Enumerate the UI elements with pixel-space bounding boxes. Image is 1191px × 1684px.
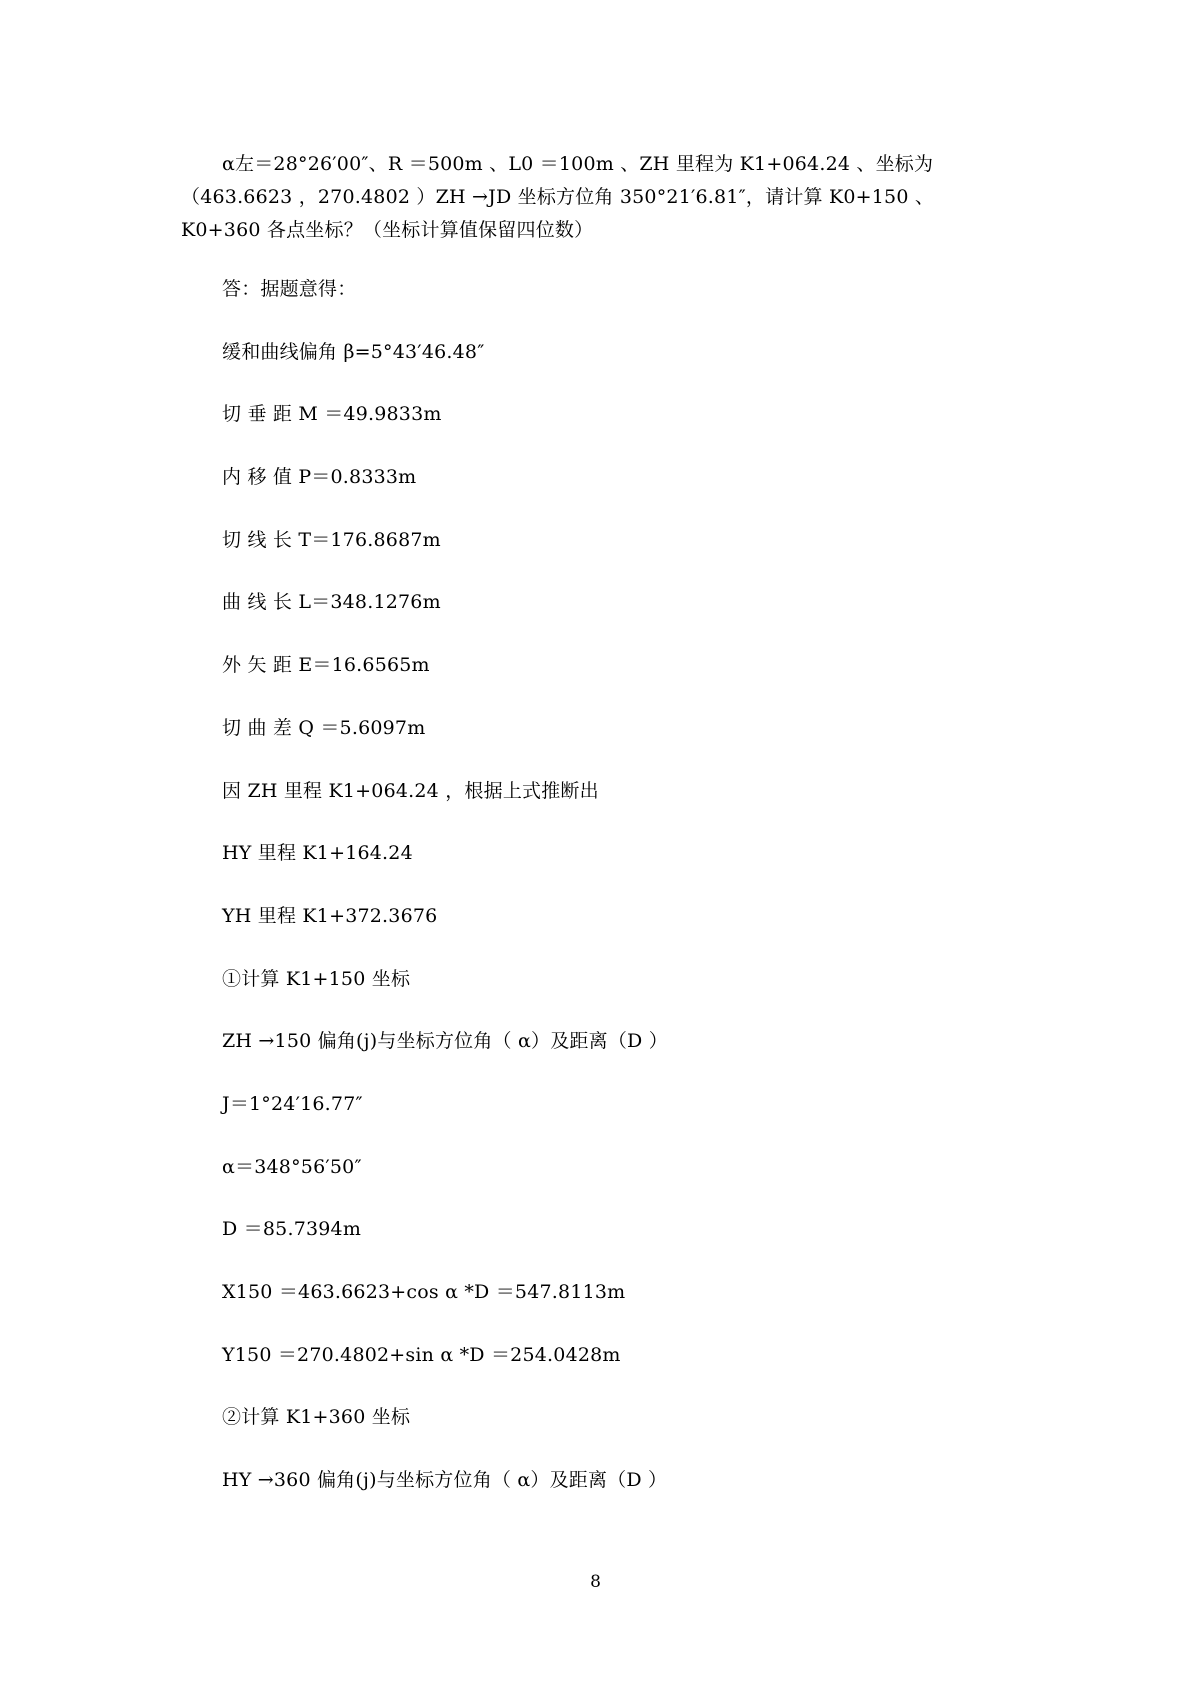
shift-value-p: 内 移 值 P＝0.8333m [222,466,417,489]
distance-d: D ＝85.7394m [222,1218,362,1241]
hy-360-description: HY →360 偏角(j)与坐标方位角（ α）及距离（D ） [222,1469,668,1492]
deflection-j: J＝1°24′16.77″ [222,1092,363,1115]
solution-body [222,274,1082,1528]
problem-line-3: K0+360 各点坐标？（坐标计算值保留四位数） [181,219,594,241]
tangent-offset-m: 切 垂 距 M ＝49.9833m [222,403,442,426]
section-heading-k1-150: ①计算 K1+150 坐标 [222,967,411,990]
tangent-length-t: 切 线 长 T＝176.8687m [222,528,441,551]
section-heading-k1-360: ②计算 K1+360 坐标 [222,1406,411,1429]
curve-length-l: 曲 线 长 L＝348.1276m [222,591,441,614]
transition-deflection-angle: 缓和曲线偏角 β=5°43′46.48″ [222,340,485,363]
page-number: 8 [590,1572,601,1592]
y150-result: Y150 ＝270.4802+sin α *D ＝254.0428m [222,1343,621,1366]
hy-chainage: HY 里程 K1+164.24 [222,842,413,865]
problem-line-1: α左＝28°26′00″、R ＝500m 、L0 ＝100m 、ZH 里程为 K1+064.24 、坐标为 [222,153,934,175]
answer-intro: 答：据题意得： [222,278,357,300]
zh-chainage-note: 因 ZH 里程 K1+064.24 ，根据上式推断出 [222,779,599,802]
zh-150-description: ZH →150 偏角(j)与坐标方位角（ α）及距离（D ） [222,1030,668,1053]
azimuth-alpha: α＝348°56′50″ [222,1155,362,1178]
problem-line-2: （463.6623 ，270.4802 ）ZH →JD 坐标方位角 350°21′6.81″，请计算 K0+150 、 [181,186,935,208]
yh-chainage: YH 里程 K1+372.3676 [222,904,438,927]
external-distance-e: 外 矢 距 E＝16.6565m [222,654,430,677]
x150-result: X150 ＝463.6623+cos α *D ＝547.8113m [222,1281,626,1303]
tangent-curve-difference-q: 切 曲 差 Q ＝5.6097m [222,716,426,739]
problem-statement [181,148,1021,247]
